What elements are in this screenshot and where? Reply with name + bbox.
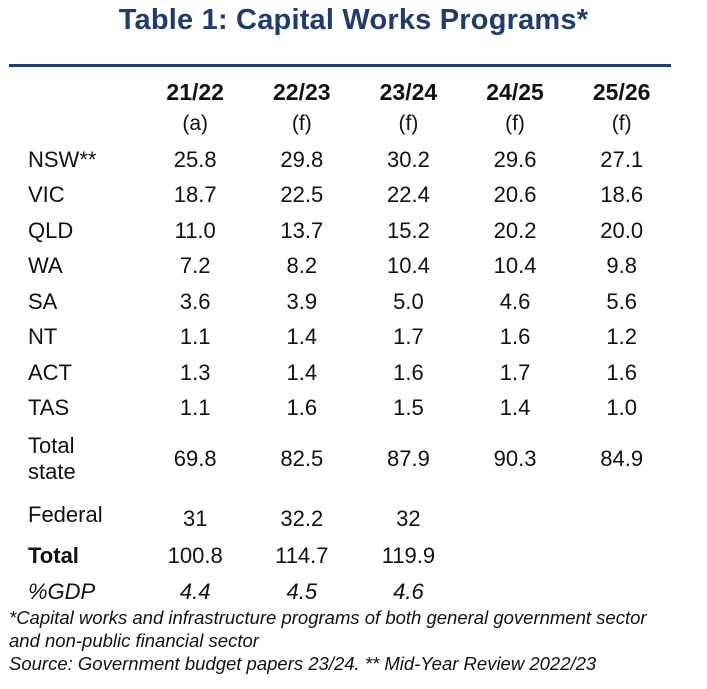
footnote-line: and non-public financial sector	[9, 630, 259, 651]
table-cell: 22.5	[280, 182, 324, 208]
row-label: QLD	[28, 217, 74, 243]
table-cell: 11.0	[174, 217, 216, 243]
header-year: 24/25	[486, 79, 544, 105]
table-cell: 4.5	[286, 578, 318, 604]
table-cell: 4.6	[393, 578, 424, 604]
table-cell	[462, 492, 569, 538]
table-row	[20, 284, 675, 320]
header-type: (f)	[398, 112, 419, 135]
table-cell: 4.4	[179, 578, 211, 604]
table-cell: 1.4	[499, 395, 531, 421]
table-cell: 90.3	[493, 446, 537, 471]
table-cell: 9.8	[606, 253, 637, 279]
table-cell	[462, 538, 569, 574]
table-cell: 3.9	[286, 288, 318, 314]
table-row	[20, 213, 675, 249]
header-type: (f)	[505, 112, 525, 135]
table-cell: 1.4	[286, 359, 318, 385]
table-cell: 8.2	[286, 253, 318, 279]
total-state-row	[20, 426, 675, 492]
header-type: (f)	[611, 112, 632, 135]
table-cell: 4.6	[499, 288, 531, 314]
table-cell: 22.4	[387, 182, 430, 208]
table-cell: 87.9	[387, 446, 430, 471]
row-label: %GDP	[28, 578, 96, 604]
row-label-line: state	[28, 459, 76, 484]
table-cell: 32	[396, 506, 421, 531]
table-cell: 100.8	[167, 542, 223, 568]
table-cell: 114.7	[275, 542, 329, 568]
row-label: NSW**	[28, 146, 97, 172]
capital-works-table	[20, 68, 675, 610]
gdp-row	[20, 574, 675, 610]
table-row	[20, 142, 675, 178]
header-type: (f)	[291, 112, 312, 135]
header-type-row	[20, 106, 675, 142]
table-row	[20, 391, 675, 427]
table-cell: 1.6	[393, 359, 424, 385]
table-row	[20, 320, 675, 356]
row-label: VIC	[28, 182, 65, 208]
table-row	[20, 249, 675, 285]
table-cell: 1.7	[393, 324, 424, 350]
row-label: Federal	[28, 502, 103, 527]
header-type: (a)	[182, 112, 209, 135]
table-cell: 1.6	[606, 359, 637, 385]
table-cell: 1.0	[606, 395, 637, 421]
table-cell: 5.6	[606, 288, 637, 314]
row-label: WA	[28, 253, 63, 279]
table-cell: 13.7	[280, 217, 324, 243]
table-cell: 30.2	[387, 146, 430, 172]
table-title: Table 1: Capital Works Programs*	[118, 4, 589, 36]
footnote-line: *Capital works and infrastructure programs of both general government sector	[9, 607, 647, 628]
table-cell: 15.2	[387, 217, 430, 243]
table-cell: 20.0	[600, 217, 644, 243]
source-note: Source: Government budget papers 23/24. ** Mid-Year Review 2022/23	[9, 653, 597, 674]
table-cell: 20.2	[493, 217, 537, 243]
footnotes	[9, 606, 704, 675]
table-cell	[568, 538, 675, 574]
row-label: ACT	[28, 359, 72, 385]
row-label	[20, 426, 142, 492]
header-year-row	[20, 68, 675, 106]
table-cell: 27.1	[600, 146, 644, 172]
table-cell: 3.6	[179, 288, 211, 314]
table-cell: 25.8	[173, 146, 217, 172]
table-cell: 1.6	[286, 395, 318, 421]
row-label: NT	[28, 324, 58, 350]
table-cell: 10.4	[493, 253, 537, 279]
top-rule	[9, 64, 671, 67]
row-label: TAS	[28, 395, 70, 421]
row-label-line: Total	[28, 433, 75, 458]
table-cell: 7.2	[179, 253, 211, 279]
header-blank	[20, 106, 142, 142]
table-cell: 1.1	[179, 324, 211, 350]
table-cell: 31	[182, 506, 208, 531]
table-row	[20, 355, 675, 391]
table-cell: 1.4	[286, 324, 318, 350]
header-year: 21/22	[166, 79, 224, 105]
table-cell: 1.5	[393, 395, 424, 421]
table-cell	[568, 492, 675, 538]
table-cell	[568, 574, 675, 610]
table-cell: 18.6	[600, 182, 644, 208]
table-cell: 1.1	[179, 395, 211, 421]
table-cell: 1.7	[499, 359, 531, 385]
header-blank	[20, 68, 142, 106]
table-cell: 29.6	[493, 146, 537, 172]
table-cell: 1.2	[606, 324, 637, 350]
table-cell: 29.8	[280, 146, 324, 172]
table-cell: 10.4	[387, 253, 430, 279]
table-cell: 18.7	[173, 182, 217, 208]
total-row	[20, 538, 675, 574]
header-year: 22/23	[273, 79, 331, 105]
table-cell: 1.3	[179, 359, 211, 385]
federal-row	[20, 492, 675, 538]
row-label: Total	[28, 542, 79, 568]
header-year: 23/24	[379, 79, 438, 105]
table-cell: 119.9	[381, 542, 436, 568]
table-cell: 20.6	[493, 182, 537, 208]
table-cell	[462, 574, 569, 610]
table-cell: 1.6	[499, 324, 531, 350]
table-cell: 84.9	[600, 446, 644, 471]
table-cell: 69.8	[173, 446, 217, 471]
table-cell: 5.0	[393, 288, 424, 314]
header-year: 25/26	[592, 79, 651, 105]
table-cell: 32.2	[280, 506, 324, 531]
table-row	[20, 178, 675, 214]
row-label: SA	[28, 288, 58, 314]
table-cell: 82.5	[280, 446, 324, 471]
